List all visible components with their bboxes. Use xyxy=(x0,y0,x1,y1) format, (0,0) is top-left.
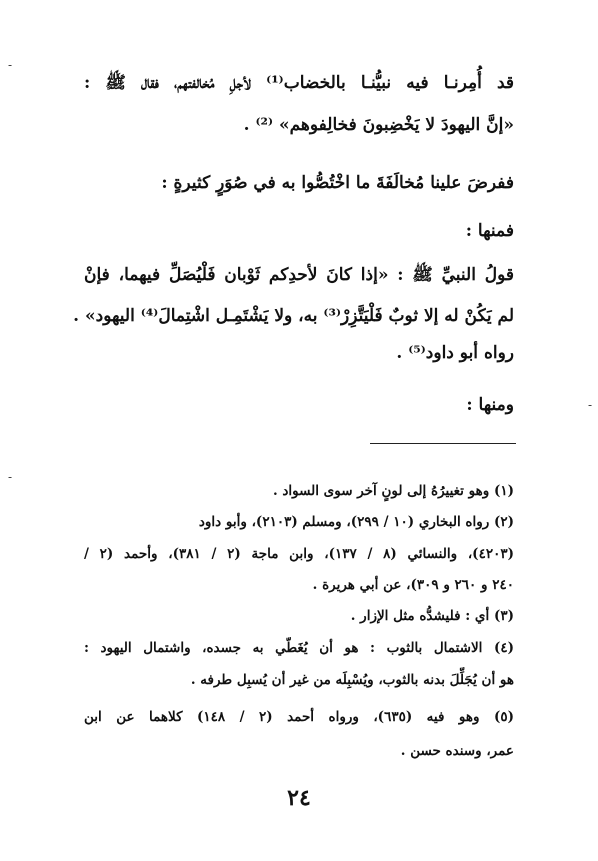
margin-mark: - xyxy=(8,58,13,72)
paragraph-1-line-2: «إنَّ اليهودَ لا يَخْضِبونَ فخالِفوهم» ⁽²⁾ . xyxy=(243,115,514,135)
paragraph-4-line-3: رواه أبو داود⁽⁵⁾ . xyxy=(396,343,514,363)
paragraph-4-line-1: قولُ النبيِّ ﷺ : «إذا كانَ لأحدِكم ثَوْبان فَلْيُصَلِّ فيهما، فإنْ xyxy=(84,265,514,285)
footnote-line: (٤) الاشتمال بالثوب : هو أن يُغَطّي به جسده، واشتمال اليهود : xyxy=(84,640,514,656)
footnote-line: (٣) أي : فليشدُّه مثل الإزار . xyxy=(350,608,514,624)
footnote-line: (١) وهو تغييرُهُ إلى لونٍ آخر سوى السواد . xyxy=(272,483,514,499)
margin-mark: - xyxy=(8,470,13,484)
paragraph-4-line-2: لم يَكُنْ له إلا ثوبٌ فَلْيَتَّزِرْ⁽³⁾ به، ولا يَشْتَمِـل اشْتِمالَ⁽⁴⁾ اليهود» . xyxy=(73,306,514,326)
paragraph-2: ففرضَ علينا مُخالَفَةَ ما اخْتُصُّوا به في صُوَرٍ كثيرةٍ : xyxy=(161,173,514,193)
footnote-line: (٥) وهو فيه (٦٣٥)، ورواه أحمد (٢ / ١٤٨) كلاهما عن ابن xyxy=(84,709,514,725)
footnote-line: عمر، وسنده حسن . xyxy=(400,743,514,759)
footnote-line: (٤٢٠٣)، والنسائي (٨ / ١٣٧)، وابن ماجة (٢ / ٣٨١)، وأحمد (٢ / xyxy=(84,546,514,562)
footnote-line: هو أن يُجَلِّلَ بدنه بالثوب، ويُسْبِلَه من غير أن يُسبِل طرفه . xyxy=(190,672,514,688)
paragraph-1-line-1: قد أُمِرنـا فيه نبيُّنـا بالخضاب⁽¹⁾ لأجلِ مُخالفتهم، فقال ﷺ : xyxy=(84,73,514,93)
margin-mark: - xyxy=(588,398,593,412)
paragraph-3: فمنها : xyxy=(465,221,514,241)
page-number: ٢٤ xyxy=(287,785,311,811)
footnote-line: (٢) رواه البخاري (١٠ / ٢٩٩)، ومسلم (٢١٠٣)، وأبو داود xyxy=(198,514,514,530)
footnotes xyxy=(73,0,514,780)
footnote-line: ٢٤٠ و ٢٦٠ و ٣٠٩)، عن أبي هريرة . xyxy=(312,577,514,593)
paragraph-5: ومنها : xyxy=(466,395,514,415)
